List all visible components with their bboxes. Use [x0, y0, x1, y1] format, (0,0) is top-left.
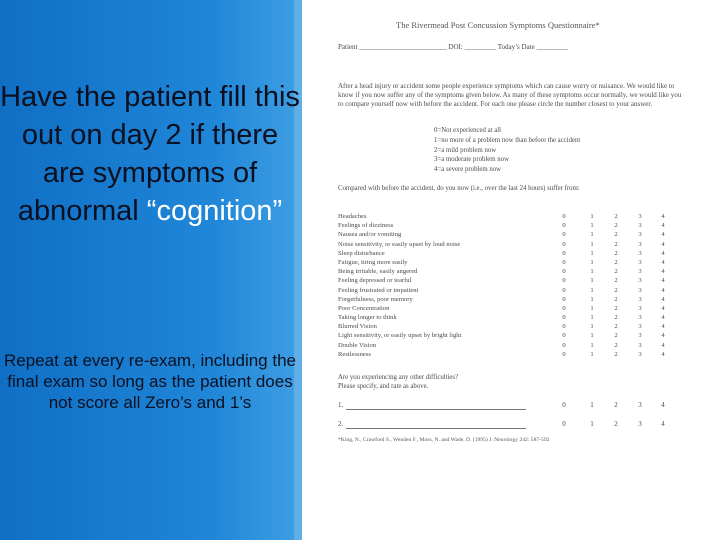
other-difficulty-field[interactable]	[346, 428, 526, 429]
rating-option[interactable]: 2	[614, 314, 618, 322]
symptom-row	[338, 341, 694, 350]
rating-option[interactable]: 2	[614, 268, 618, 276]
rating-option[interactable]: 3	[638, 213, 642, 220]
rating-option[interactable]: 3	[638, 258, 642, 266]
rating-scale	[434, 126, 580, 175]
rating-option[interactable]: 0	[562, 277, 566, 285]
symptom-label: Light sensitivity, or easily upset by bright light	[338, 332, 462, 340]
rating-option[interactable]: 0	[562, 295, 566, 303]
rating-option[interactable]: 1	[590, 277, 594, 285]
rating-option[interactable]: 3	[638, 240, 642, 248]
rating-option[interactable]: 3	[638, 222, 642, 230]
rating-option[interactable]: 4	[661, 258, 665, 266]
symptom-label: Noise sensitivity, or easily upset by loud noise	[338, 240, 461, 248]
rating-option[interactable]: 0	[562, 304, 566, 312]
other-difficulty-label: 1.	[338, 401, 344, 409]
slide-side-panel	[0, 0, 302, 540]
rating-option[interactable]: 4	[661, 277, 665, 285]
rating-option[interactable]: 4	[661, 213, 665, 220]
rating-option[interactable]: 4	[661, 420, 665, 428]
slide-heading-highlight: “cognition”	[146, 195, 283, 227]
rating-option[interactable]: 2	[614, 231, 618, 239]
symptom-row	[338, 322, 694, 331]
rating-option[interactable]: 2	[614, 286, 618, 294]
symptom-label: Blurred Vision	[338, 323, 377, 331]
symptom-row	[338, 249, 694, 258]
rating-option[interactable]: 4	[661, 240, 665, 248]
symptom-label: Feeling depressed or tearful	[338, 277, 412, 285]
rating-option[interactable]: 4	[661, 286, 665, 294]
rating-option[interactable]: 4	[661, 332, 665, 340]
rating-option[interactable]: 2	[614, 240, 618, 248]
symptom-label: Fatigue, tiring more easily	[338, 258, 408, 266]
rating-option[interactable]: 4	[661, 268, 665, 276]
rating-option[interactable]: 2	[614, 420, 618, 428]
symptom-label: Headaches	[338, 213, 367, 220]
symptom-table	[338, 212, 694, 359]
rating-option[interactable]: 3	[638, 268, 642, 276]
symptom-label: Forgetfulness, poor memory	[338, 295, 413, 303]
other-question: Are you experiencing any other difficulties?	[338, 374, 459, 381]
rating-option[interactable]: 0	[562, 401, 566, 409]
patient-info-line: Patient _________________________ DOI: _________ Today’s Date _________	[338, 43, 568, 51]
rating-option[interactable]: 0	[562, 286, 566, 294]
rating-option[interactable]: 2	[614, 277, 618, 285]
rating-option[interactable]: 3	[638, 323, 642, 331]
rating-option[interactable]: 2	[614, 350, 618, 358]
rating-option[interactable]: 3	[638, 420, 642, 428]
symptom-label: Sleep disturbance	[338, 249, 385, 257]
symptom-label: Taking longer to think	[338, 314, 397, 322]
rating-option[interactable]: 2	[614, 332, 618, 340]
symptom-label: Nausea and/or vomiting	[338, 231, 402, 239]
rating-option[interactable]: 2	[614, 304, 618, 312]
symptom-row	[338, 258, 694, 267]
rating-option[interactable]: 0	[562, 249, 566, 257]
rating-option[interactable]: 0	[562, 314, 566, 322]
scale-item: 3=a moderate problem now	[434, 156, 509, 164]
symptom-row	[338, 240, 694, 249]
rating-option[interactable]: 4	[661, 323, 665, 331]
rating-option[interactable]: 3	[638, 231, 642, 239]
rating-option[interactable]: 3	[638, 286, 642, 294]
other-difficulty-field[interactable]	[346, 409, 526, 410]
other-instruction: Please specify, and rate as above.	[338, 383, 429, 390]
rating-option[interactable]: 4	[661, 401, 665, 409]
symptom-row	[338, 267, 694, 276]
rating-option[interactable]: 3	[638, 332, 642, 340]
rating-option[interactable]: 0	[562, 341, 566, 349]
rating-option[interactable]: 1	[590, 341, 594, 349]
questionnaire-title: The Rivermead Post Concussion Symptoms Questionnaire*	[396, 20, 600, 30]
rating-option[interactable]: 2	[614, 249, 618, 257]
rating-option[interactable]: 3	[638, 341, 642, 349]
rating-option[interactable]: 0	[562, 420, 566, 428]
rating-option[interactable]: 0	[562, 231, 566, 239]
rating-option[interactable]: 4	[661, 222, 665, 230]
symptom-row	[338, 230, 694, 239]
rating-option[interactable]: 1	[590, 286, 594, 294]
other-difficulty-row	[338, 420, 694, 430]
rating-option[interactable]: 0	[562, 268, 566, 276]
questionnaire-document	[336, 20, 696, 470]
slide-note: Repeat at every re-exam, including the final exam so long as the patient does not score all Zero’s and 1’s	[4, 351, 296, 412]
rating-option[interactable]: 0	[562, 213, 566, 220]
symptom-row	[338, 276, 694, 285]
rating-option[interactable]: 3	[638, 277, 642, 285]
rating-option[interactable]: 1	[590, 231, 594, 239]
rating-option[interactable]: 1	[590, 249, 594, 257]
rating-option[interactable]: 3	[638, 295, 642, 303]
rating-option[interactable]: 3	[638, 249, 642, 257]
rating-option[interactable]: 1	[590, 295, 594, 303]
symptom-label: Double Vision	[338, 341, 377, 349]
rating-option[interactable]: 2	[614, 222, 618, 230]
rating-option[interactable]: 1	[590, 420, 594, 428]
symptom-row	[338, 350, 694, 359]
rating-option[interactable]: 1	[590, 222, 594, 230]
symptom-label: Being irritable, easily angered	[338, 268, 418, 276]
symptom-label: Restlessness	[338, 350, 371, 358]
scale-item: 2=a mild problem now	[434, 146, 497, 154]
rating-option[interactable]: 3	[638, 304, 642, 312]
rating-option[interactable]: 1	[590, 258, 594, 266]
rating-option[interactable]: 0	[562, 222, 566, 230]
rating-option[interactable]: 0	[562, 258, 566, 266]
rating-option[interactable]: 4	[661, 231, 665, 239]
symptom-row	[338, 212, 694, 221]
rating-option[interactable]: 2	[614, 401, 618, 409]
rating-option[interactable]: 4	[661, 304, 665, 312]
rating-option[interactable]: 3	[638, 401, 642, 409]
slide-heading-text: Have the patient fill this out on day 2 if there are symptoms of abnormal	[0, 81, 300, 227]
rating-option[interactable]: 0	[562, 332, 566, 340]
rating-option[interactable]: 2	[614, 323, 618, 331]
rating-option[interactable]: 2	[614, 213, 618, 220]
questionnaire-intro: After a head injury or accident some people experience symptoms which can cause worry or nuisance. We would like to know if you now suffer any of the symptoms given below. As many of these symptoms occur normally, we would like you to compare yourself now with before the accident. For each one please circle the number closest to your answer.	[338, 82, 682, 109]
other-difficulty-label: 2.	[338, 420, 344, 428]
rating-option[interactable]: 1	[590, 304, 594, 312]
rating-option[interactable]: 3	[638, 314, 642, 322]
rating-option[interactable]: 4	[661, 314, 665, 322]
symptom-label: Feelings of dizziness	[338, 222, 394, 230]
rating-option[interactable]: 1	[590, 323, 594, 331]
rating-option[interactable]: 1	[590, 314, 594, 322]
symptom-label: Feeling frustrated or impatient	[338, 286, 419, 294]
scale-item: 4=a severe problem now	[434, 166, 502, 174]
rating-option[interactable]: 3	[638, 350, 642, 358]
rating-option[interactable]: 2	[614, 295, 618, 303]
slide-heading	[0, 78, 300, 230]
rating-option[interactable]: 0	[562, 240, 566, 248]
rating-option[interactable]: 1	[590, 401, 594, 409]
rating-option[interactable]: 4	[661, 350, 665, 358]
scale-item: 1=no more of a problem now than before the accident	[434, 136, 581, 144]
rating-option[interactable]: 0	[562, 323, 566, 331]
rating-option[interactable]: 1	[590, 332, 594, 340]
symptom-row	[338, 295, 694, 304]
symptom-row	[338, 221, 694, 230]
rating-option[interactable]: 1	[590, 213, 594, 220]
rating-option[interactable]: 2	[614, 258, 618, 266]
rating-option[interactable]: 1	[590, 350, 594, 358]
rating-option[interactable]: 4	[661, 341, 665, 349]
citation: *King, N., Crawford S., Wenden F., Moss, N. and Wade, D. (1995) J. Neurology 242: 587-592	[338, 437, 550, 443]
rating-option[interactable]: 1	[590, 240, 594, 248]
other-difficulties	[338, 373, 458, 391]
symptom-row	[338, 331, 694, 340]
symptom-row	[338, 313, 694, 322]
other-difficulty-row	[338, 401, 694, 411]
symptom-label: Poor Concentration	[338, 304, 390, 312]
symptom-row	[338, 286, 694, 295]
rating-option[interactable]: 4	[661, 249, 665, 257]
scale-item: 0=Not experienced at all	[434, 127, 502, 134]
rating-option[interactable]: 0	[562, 350, 566, 358]
compared-prompt: Compared with before the accident, do you now (i.e., over the last 24 hours) suffer from:	[338, 185, 580, 192]
rating-option[interactable]: 4	[661, 295, 665, 303]
rating-option[interactable]: 1	[590, 268, 594, 276]
symptom-row	[338, 304, 694, 313]
rating-option[interactable]: 2	[614, 341, 618, 349]
